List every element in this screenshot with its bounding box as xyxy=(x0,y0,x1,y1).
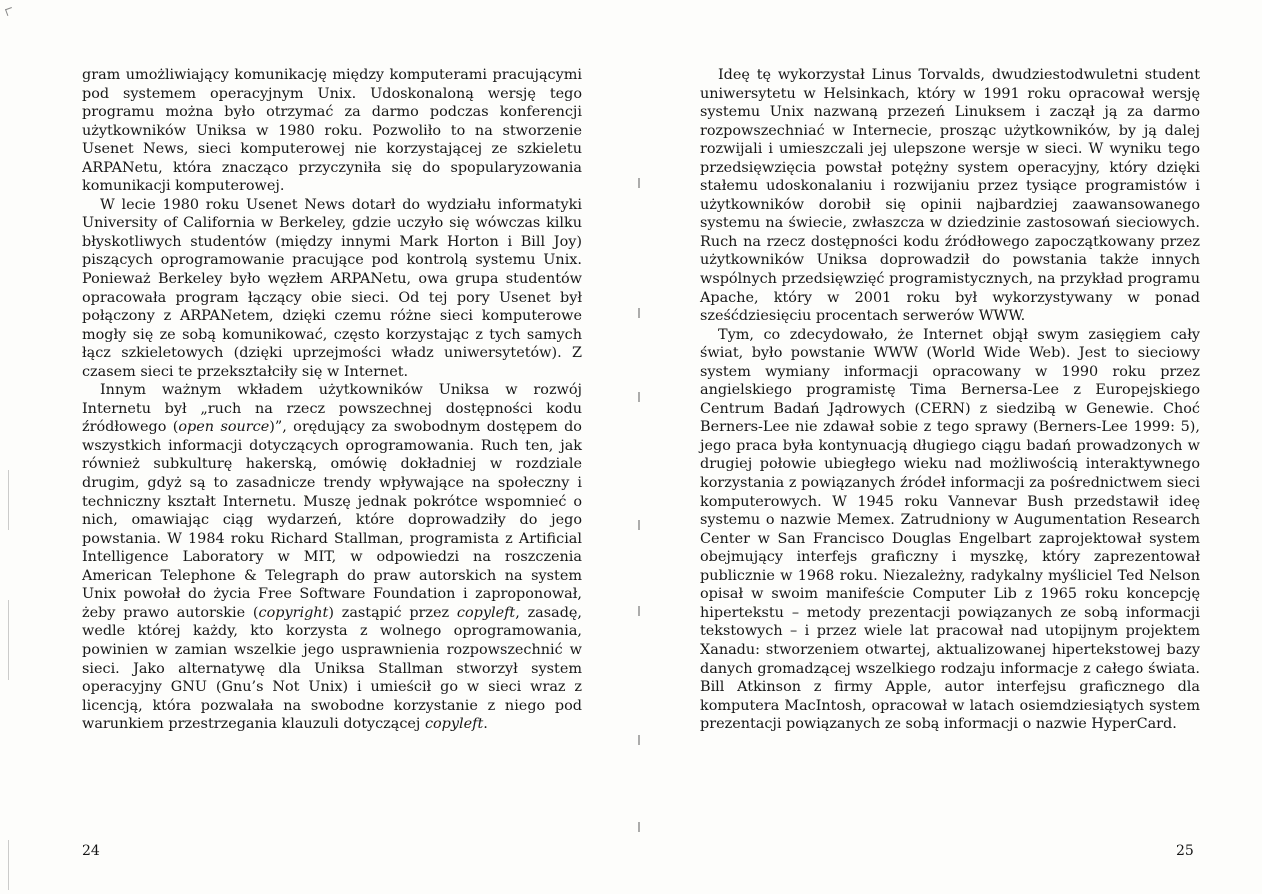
text-run: ) zastąpić przez xyxy=(328,604,457,621)
scan-edge-line xyxy=(8,470,9,530)
text-run: Innym ważnym wkładem użytkowników Uniksa w rozwój Internetu był „ruch na rzecz powszechnej dostępności kodu źródłowego ( xyxy=(82,382,582,436)
paragraph: Tym, co zdecydowało, że Internet objął swym zasięgiem cały świat, było powstanie WWW (World Wide Web). Jest to sieciowy system wymiany informacji opracowany w 1990 roku przez angielskiego programistę Tima Bernersa-Lee z Europejskiego Centrum Badań Jądrowych (CERN) z siedzibą w Genewie. Choć Berners-Lee nie zdawał sobie z tego sprawy (Berners-Lee 1999: 5), jego praca była kontynuacją długiego ciągu badań prowadzonych w drugiej połowie ubiegłego wieku nad możliwością interaktywnego korzystania z powiązanych źródeł informacji za pośrednictwem sieci komputerowych. W 1945 roku Vannevar Bush przedstawił ideę systemu o nazwie Memex. Zatrudniony w Augumentation Research Center w San Francisco Douglas Engelbart zaprojektował system obejmujący interfejs graficzny i myszkę, który zaprezentował publicznie w 1968 roku. Niezależny, radykalny myśliciel Ted Nelson opisał w swoim manifeście Computer Lib z 1965 roku koncepcję hipertekstu – metody prezentacji powiązanych ze sobą informacji tekstowych – i przez wiele lat pracował nad utopijnym projektem Xanadu: stworzeniem otwartej, aktualizowanej hipertekstowej bazy danych gromadzącej wszelkiego rodzaju informacje z całego świata. Bill Atkinson z firmy Apple, autor interfejsu graficznego dla komputera MacIntosh, opracował w latach osiemdziesiątych system prezentacji powiązanych ze sobą informacji o nazwie HyperCard. xyxy=(700,326,1200,733)
paragraph: W lecie 1980 roku Usenet News dotarł do wydziału informatyki University of California w Berkeley, gdzie uczyło się wówczas kilku błyskotliwych studentów (między innymi Mark Horton i Bill Joy) piszących oprogramowanie pracujące pod kontrolą systemu Unix. Ponieważ Berkeley było węzłem ARPANetu, owa grupa studentów opracowała program łączący obie sieci. Od tej pory Usenet był połączony z ARPANetem, dzięki czemu różne sieci komputerowe mogły się ze sobą komunikować, często korzystając z tych samych łącz szkieletowych (dzięki uprzejmości władz uniwersytetów). Z czasem sieci te przekształciły się w Internet. xyxy=(82,196,582,380)
gutter-mark xyxy=(638,606,640,616)
emphasis: copyleft xyxy=(424,716,484,733)
right-page xyxy=(700,66,1200,734)
gutter-mark xyxy=(638,178,640,188)
gutter-mark xyxy=(638,822,640,832)
text-run: , zasadę, wedle której każdy, kto korzysta z wolnego oprogramowania, powinien w zamian wszelkie jego usprawnienia rozpowszechnić w sieci. Jako alternatywę dla Uniksa Stallman stworzył system operacyjny GNU (Gnu’s Not Unix) i umieścił go w sieci wraz z licencją, która pozwalała na swobodne korzystanie z niego pod warunkiem przestrzegania klauzuli dotyczącej xyxy=(82,604,583,733)
text-run: . xyxy=(483,716,488,733)
gutter-mark xyxy=(638,735,640,745)
gutter-mark xyxy=(638,308,640,318)
scan-edge-line xyxy=(8,840,9,890)
paragraph xyxy=(82,381,582,733)
gutter-mark xyxy=(638,392,640,402)
page-number-left: 24 xyxy=(82,843,100,859)
emphasis: open source xyxy=(178,419,270,436)
scan-edge-line xyxy=(8,600,9,680)
left-page xyxy=(82,66,582,734)
paragraph: gram umożliwiający komunikację między komputerami pracującymi pod systemem operacyjnym Unix. Udoskonaloną wersję tego programu można było otrzymać za darmo podczas konferencji użytkowników Uniksa w 1980 roku. Pozwoliło to na stworzenie Usenet News, sieci komputerowej nie korzystającej ze szkieletu ARPANetu, która znacząco przyczyniła się do spopularyzowania komunikacji komputerowej. xyxy=(82,67,582,195)
emphasis: copyright xyxy=(258,604,329,621)
page-number-right: 25 xyxy=(1176,843,1194,859)
text-run: )”, orędujący za swobodnym dostępem do wszystkich informacji dotyczących oprogramowania. Ruch ten, jak również subkulturę hakerską, omówię dokładniej w rozdziale drugim, gdyż są to zasadnicze trendy wpływające na społeczny i techniczny kształt Internetu. Muszę jednak pokrótce wspomnieć o nich, omawiając ciąg wydarzeń, które doprowadziły do jego powstania. W 1984 roku Richard Stallman, programista z Artificial Intelligence Laboratory w MIT, w odpowiedzi na roszczenia American Telephone & Telegraph do praw autorskich na system Unix powołał do życia Free Software Foundation i zaproponował, żeby prawo autorskie ( xyxy=(82,419,582,621)
gutter-mark xyxy=(638,520,640,530)
paragraph: Ideę tę wykorzystał Linus Torvalds, dwudziestodwuletni student uniwersytetu w Helsinkach, który w 1991 roku opracował wersję systemu Unix nazwaną przezeń Linuksem i zaczął ją za darmo rozpowszechniać w Internecie, prosząc użytkowników, by ją dalej rozwijali i umieszczali jej ulepszone wersje w sieci. W wyniku tego przedsięwzięcia powstał potężny system operacyjny, który dzięki stałemu udoskonalaniu i rozwijaniu przez tysiące programistów i użytkowników dorobił się opinii najbardziej zaawansowanego systemu na świecie, zwłaszcza w dziedzinie zastosowań sieciowych. Ruch na rzecz dostępności kodu źródłowego zapoczątkowany przez użytkowników Uniksa doprowadził do powstania także innych wspólnych przedsięwzięć programistycznych, na przykład programu Apache, który w 2001 roku był wykorzystywany w ponad sześćdziesięciu procentach serwerów WWW. xyxy=(700,67,1200,325)
scan-corner-mark xyxy=(5,7,14,16)
emphasis: copyleft xyxy=(456,604,516,621)
